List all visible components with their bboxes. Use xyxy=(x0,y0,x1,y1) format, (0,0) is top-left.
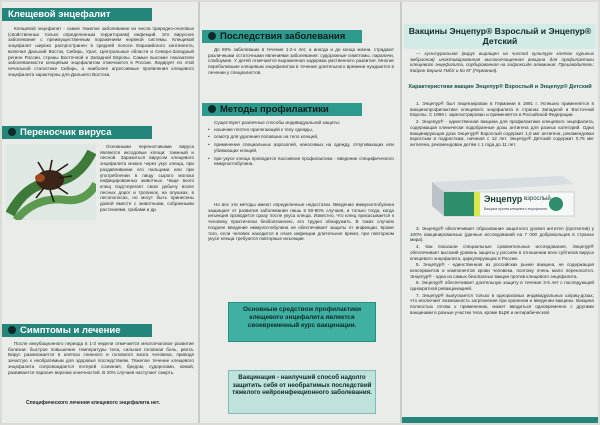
feature-item: 5. Энцепур® - единственная из российских рынке вакцина, не содержащая консервантов и компонентов крови человека, поэтому очень мало переносится. Энцепур® - одна из самых безопасных вакцин против клещевого энцефалита. xyxy=(410,262,594,279)
consequences-text: До 80% заболевших в течение 1-2-х лет, а иногда и до конца жизни, страдают различными остаточными явлениями заболевания: судорожные симптомы, параличи, слабоумие. У детей отмечается выраженная задержка умственного развития. Многие переболевшие клещевым энцефалитом в течение длительного времени нуждаются в лечении у специалистов. xyxy=(208,47,394,75)
methods-block: Существуют различные способы индивидуальной защиты: • ношение плотно прилегающей к телу одежды, • осмотр для удаления попавших на тело клещей, • применение специальных аэрозолей, наносимых на одежду, отпугивающих или убивающих клещей, • при укусе клеща проводится пассивная профилактика - введение специфического иммуноглобулина. xyxy=(208,120,394,190)
methods-list xyxy=(208,127,394,167)
methods-text: Но все эти методы имеют определенные недостатки. Введение иммуноглобулина защищает от развития заболевания лишь в 50-80% случаев, и только тогда, когда инъекция проводится сразу после укуса клеща. Известно, что клещ присасывается к человеку практически безболезненно, его трудно обнаружить. В таких случаях позднее введение иммуноглобулина не обеспечивает защиты от инфекции. Кроме того, если человек находится в очаге инфекции длительное время, при повторном укусе клеща требуются повторные инъекции. xyxy=(208,202,394,242)
panel1-title: Клещевой энцефалит xyxy=(2,8,152,21)
feature-item: 6. Энцепур® обеспечивает длительную защиту в течение 3-5 лет с последующей однократной ревакцинацией. xyxy=(410,280,594,292)
tick-photo xyxy=(6,144,96,220)
feature-item: 4. Как показали специальные сравнительные исследования, Энцепур® обеспечивает высокий уровень защиты у россиян в отношении всех субтипов вируса клещевого энцефалита, циркулирующих в России. xyxy=(410,244,594,261)
vaccine-package-image xyxy=(424,170,580,222)
list-item: • при укусе клеща проводится пассивная профилактика - введение специфического иммуноглобулина. xyxy=(208,156,394,167)
vaccine-subtitle: — культуральная (вирус выращен на чистой культуре клеток куриных эмбрионов) инактивированная высокоочищенная вакцина для профилактики клещевого энцефалита, сорбированная на гидроксиде алюминия. Производитель: Кайрон Беринг ГмбХ и Ко КГ (Германия). xyxy=(410,51,594,74)
bullet-icon xyxy=(208,105,216,113)
feature-item: 3. Энцепур® обеспечивает образование защитного уровня антител (протектив) у 100% вакцинированных (данные исследований на 7 000 добровольцев в странах мира). xyxy=(410,226,594,243)
methods-heading: Методы профилактики xyxy=(202,103,362,116)
bullet-icon xyxy=(8,128,16,136)
package-brand: Энцепур xyxy=(484,194,523,204)
panel-prevention xyxy=(200,2,400,423)
list-item: • осмотр для удаления попавших на тело клещей, xyxy=(208,134,394,140)
carrier-text-side: Основными переносчиками вируса являются иксодовые клещи: таежный и лесной. Заразиться вирусом клещевого энцефалита можно через укус клеща, при раздавливании его пальцами или при употреблении в пищу сырого молока инфицированных животных. Чаще всего клещ подстерегает свою добычу возле лесных дорог и тропинок, на опушках, в лесополосах, но могут быть принесены домой вместе с животными, собранными растениями, грибами и др. xyxy=(100,144,194,212)
features-bottom xyxy=(410,226,594,416)
list-item: • применение специальных аэрозолей, наносимых на одежду, отпугивающих или убивающих клещей, xyxy=(208,142,394,153)
vaccine-title: Вакцины Энцепур® Взрослый и Энцепур® Детский xyxy=(408,26,592,46)
package-note: Вакцина против клещевого энцефалита xyxy=(484,207,547,211)
symptoms-heading: Симптомы и лечение xyxy=(2,324,152,337)
feature-item: 2. Энцепур® - единственная вакцина для профилактики клещевого энцефалита, содержащая клинически подобранные дозы антигена для разных категорий. Одна вакцинирующая доза Энцепур® Взрослый содержит 1,5 мкг антигена, рекомендован взрослым и подросткам, начиная с 12 лет. Энцепур® Детский содержит 0,75 мкг антигена, рекомендован детям с 1 года до 11 лет. xyxy=(410,119,594,147)
vaccination-best-way: Вакцинация - наилучший способ надолго защитить себя от необратимых последствий тяжелого нейроинфекционного заболевания. xyxy=(228,370,376,414)
features-top xyxy=(410,101,594,173)
features-heading: Характеристики вакцин Энцепур® Взрослый и Энцепур® Детский xyxy=(408,84,592,90)
bullet-icon xyxy=(8,326,16,334)
no-treatment-note: Специфического лечения клещевого энцефалита нет. xyxy=(26,400,160,406)
carrier-text-spacer xyxy=(8,224,194,230)
panel1-intro: Клещевой энцефалит - самое тяжелое заболевание из числа природно-очаговых (свойственных только определенным территориям) инфекций. Это вирусное заболевание с преимущественным поражением нервной системы. Клещевой энцефалит широко распространен в средней полосе Евразийского континента, включая Дальний Восток, Сибирь, Урал, Центральные области и Северо-Западный регион России, страны Восточной и Западной Европы. Самые высокие показатели заболеваемости клещевым энцефалитом отмечаются в России. Лидирует по этой печальной статистике Сибирь, а наиболее агрессивные проявления клещевого энцефалита характерны для Дальнего Востока. xyxy=(8,26,194,77)
panel-encephalitis xyxy=(2,2,198,423)
panel3-bottom-bar xyxy=(402,417,598,423)
package-variant: взрослый xyxy=(524,196,551,202)
vaccination-highlight: Основным средством профилактики клещевого энцефалита является своевременный курс вакцинации. xyxy=(228,302,376,342)
symptoms-text: После инкубационного периода в 1-3 недели отмечается многоочаговое развитие болезни: быстрое повышение температуры тела, сильная головная боль, рвота. Вирус размножается в клетках спинного и головного мозга человека, приводя зачастую к необратимым для здоровья последствиям. Тяжелое течение клещевого энцефалита сопровождается потерей сознания, бредом, судорогами, комой, развивается паралич верхних конечностей. В 20% случаев наступает смерть. xyxy=(8,341,194,375)
feature-item: 1. Энцепур® был лицензирован в Германии в 1991 г. Успешно применяется в вакцинопрофилактике клещевого энцефалита в странах Западной и Восточной Европы. С 1999 г. зарегистрирован и применяется в Российской Федерации. xyxy=(410,101,594,118)
feature-item: 7. Энцепур® выпускается только в одноразовых индивидуальных шприц-дозах, что исключает возможность загрязнения при хранении и введении вакцины. Вакцина полностью готова к применению, может вводиться одновременно с другими вакцинами в разные участки тела, кроме БЦЖ и антирабической. xyxy=(410,292,594,315)
carrier-heading: Переносчик вируса xyxy=(2,126,152,139)
panel-vaccines xyxy=(402,2,598,423)
list-item: • ношение плотно прилегающей к телу одежды, xyxy=(208,127,394,133)
bullet-icon xyxy=(208,32,216,40)
brochure-sheet xyxy=(2,2,598,423)
consequences-heading: Последствия заболевания xyxy=(202,30,362,43)
